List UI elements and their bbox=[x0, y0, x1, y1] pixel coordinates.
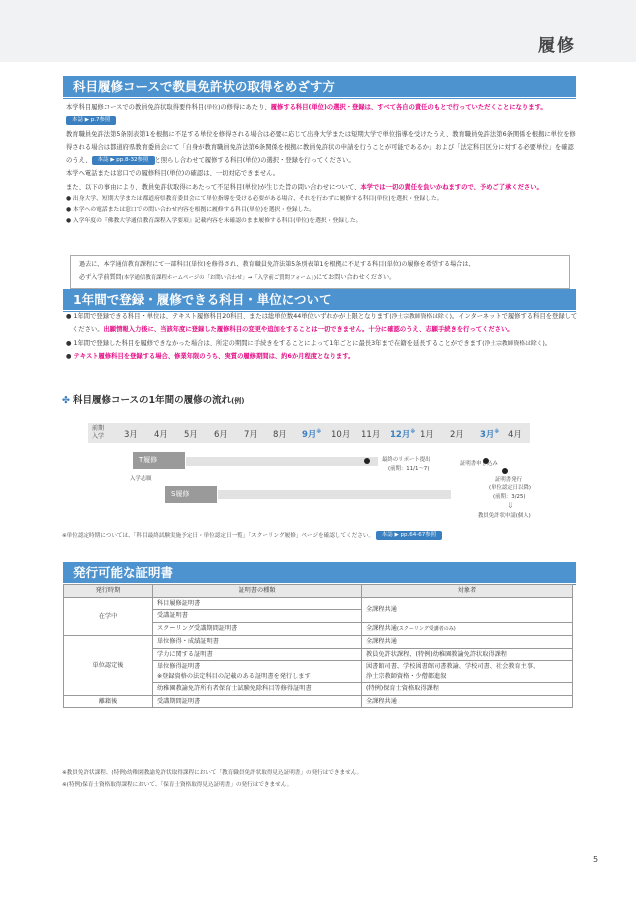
target-cell: 図書館司書、学校図書館司書教諭、学校司書、社会教育主事、 浄土宗教師資格・少僧都進叙 bbox=[362, 661, 573, 683]
t-course-track bbox=[186, 457, 378, 466]
cert-issue-label: 証明書発行 bbox=[495, 477, 522, 483]
column-header: 対象者 bbox=[362, 585, 573, 598]
section-heading-certificates: 発行可能な証明書 bbox=[63, 562, 576, 583]
timeline-month: 9月※ bbox=[302, 429, 322, 440]
timeline-month: 4月 bbox=[154, 430, 168, 440]
target-cell: 全課程共通 bbox=[362, 695, 573, 708]
bullet-item: ● テキスト履修科目を登録する場合、修業年限のうち、実質の履修期間は、約6か月程度となります。 bbox=[66, 352, 355, 360]
cert-issue-date-label: (前期：3/25) bbox=[493, 494, 526, 500]
timeline-month: 3月※ bbox=[480, 429, 500, 440]
month-star-mark: ※ bbox=[494, 429, 500, 436]
report-deadline-marker bbox=[364, 458, 370, 464]
section-heading-course: 科目履修コースで教員免許状の取得をめざす方 bbox=[63, 76, 576, 97]
paragraph-2: 教育職員免許法第5条別表第1を根拠に不足する単位を修得される場合は必要に応じて出身大学または短期大学で単位指導を受けたうえ、教育職員免許法第6条関係を根拠に単位を修得される場合は都道府県教育委員会にて「自身が教育職員免許法第6条関係を根拠に教員免許状の申請を行うことが可能であるか」および「法定科目区分に対する必要単位」を確認のうえ、 本誌 ▶ pp.8-32参照 と照らし合わせて履修する科目(単位)の選択・登録を行ってください。 bbox=[66, 130, 576, 165]
period-cell: 在学中 bbox=[64, 597, 153, 636]
target-cell: 全課程共通 bbox=[362, 636, 573, 649]
period-cell: 離籍後 bbox=[64, 695, 153, 708]
paragraph-3: 本学へ電話または窓口での履修科目(単位)の確認は、一切対応できません。 bbox=[66, 170, 280, 178]
reference-badge: 本誌 ▶ p.7参照 bbox=[66, 116, 116, 125]
t-course-label: T履修 bbox=[133, 452, 185, 469]
timeline-month: 1月 bbox=[420, 430, 434, 440]
cert-cell: 単位修得証明書 ※登録資格の法定科目の記載のある証明書を発行します bbox=[153, 661, 362, 683]
period-cell: 単位認定後 bbox=[64, 636, 153, 696]
cert-issue-marker bbox=[502, 468, 508, 474]
license-apply-label: 教員免許状申請(個人) bbox=[478, 513, 531, 519]
cert-cell: スクーリング受講期間証明書 bbox=[153, 622, 362, 636]
paragraph-1: 本学科目履修コースでの教員免許状取得要件科目(単位)の修得にあたり、履修する科目(単位)の選択・登録は、すべて各自の責任のもとで行っていただくことになります。 本誌 ▶ p.7参照 bbox=[66, 104, 547, 123]
s-course-track bbox=[218, 490, 451, 499]
notice-line-2: 必ず入学前質問(本学通信教育課程ホームページの「お問い合わせ」→「入学前ご質問フォーム」)にてお問い合わせください。 bbox=[79, 273, 396, 281]
table-header-row bbox=[64, 585, 573, 598]
bullet-item: ● 1年間で登録できる科目・単位は、テキスト履修科目20科目、または総単位数44単位いずれかが上限となります(浄土宗教師資格は除く)。インターネットで履修する科目を登録してください。出願情報入力後に、当該年度に登録した履修科目の変更や追加をすることは一切できません。十分に確認のうえ、志願手続きを行ってください。 bbox=[66, 313, 578, 334]
paragraph-4: また、以下の事由により、教員免許状取得にあたって不足科目(単位)が生じた旨の問い合わせについて、本学では一切の責任を負いかねますので、予めご了承ください。 bbox=[66, 183, 543, 191]
section2-body bbox=[66, 310, 578, 363]
section1-body bbox=[66, 101, 578, 227]
timeline-month: 11月 bbox=[361, 430, 381, 440]
cert-cell: 受講証明書 bbox=[153, 610, 362, 623]
month-star-mark: ※ bbox=[410, 429, 416, 436]
target-cell: 全課程共通 bbox=[362, 597, 573, 622]
timeline-month: 8月 bbox=[273, 430, 287, 440]
table-row bbox=[64, 695, 573, 708]
column-header: 証明書の種類 bbox=[153, 585, 362, 598]
entry-label: 入学志願 bbox=[130, 476, 152, 482]
table-note-2: ※(特例)保育士資格取得課程において、「保育士資格取得見込証明書」の発行はできません。 bbox=[62, 782, 293, 788]
cert-issue-sub-label: (単位認定日以降) bbox=[489, 485, 531, 491]
timeline-month: 6月 bbox=[214, 430, 228, 440]
arrow-down-icon: ⇓ bbox=[507, 501, 514, 510]
notice-box bbox=[70, 255, 570, 289]
report-label: 最終のリポート提出 bbox=[382, 457, 431, 463]
reference-badge: 本誌 ▶ pp.8-32参照 bbox=[92, 156, 155, 165]
bullet-item: ● 1年間で登録した科目を履修できなかった場合は、所定の期間に手続きをすることによって1年ごとに最長3年まで在籍を延長することができます(浄土宗教師資格は除く)。 bbox=[66, 339, 552, 347]
bullet-item: ● 本学への電話または窓口での問い合わせ内容を根拠に履修する科目(単位)を選択・登録した。 bbox=[66, 207, 316, 214]
table-row bbox=[64, 597, 573, 610]
timeline-month: 2月 bbox=[450, 430, 464, 440]
cert-cell: 科目履修証明書 bbox=[153, 597, 362, 610]
notice-line-1: 過去に、本学通信教育課程にて一部科目(単位)を修得され、教育職員免許法第5条別表第1を根拠に不足する科目(単位)の履修を希望する場合は、 bbox=[79, 261, 475, 268]
flow-icon: ✤ bbox=[62, 395, 70, 406]
cert-cell: 幼稚園教諭免許所有者保育士試験免除科目等修得証明書 bbox=[153, 683, 362, 696]
reference-badge: 本誌 ▶ pp.64-67参照 bbox=[376, 531, 442, 540]
flow-note: ※単位認定時期については、「科目最終試験実施予定日・単位認定日一覧」「スクーリング履修」ページを確認してください。 本誌 ▶ pp.64-67参照 bbox=[62, 531, 442, 541]
timeline-month: 7月 bbox=[244, 430, 258, 440]
report-sub-label: (前期：11/1〜7) bbox=[388, 466, 430, 472]
target-cell: (特例)保育士資格取得課程 bbox=[362, 683, 573, 696]
timeline-month: 4月 bbox=[508, 430, 522, 440]
column-header: 発行時期 bbox=[64, 585, 153, 598]
bullet-item: ● 入学年度の『佛教大学通信教育課程入学要項』記載内容を未確認のまま履修する科目(単位)を選択・登録した。 bbox=[66, 218, 362, 225]
page-title: 履修 bbox=[538, 36, 576, 56]
flow-title: ✤ 科目履修コースの1年間の履修の流れ(例) bbox=[62, 395, 245, 406]
timeline-month: 12月※ bbox=[390, 429, 416, 440]
cert-cell: 単位修得・成績証明書 bbox=[153, 636, 362, 649]
timeline-month: 5月 bbox=[184, 430, 198, 440]
page-number: 5 bbox=[593, 855, 599, 864]
timeline-month: 10月 bbox=[331, 430, 351, 440]
cert-cell: 受講期間証明書 bbox=[153, 695, 362, 708]
month-star-mark: ※ bbox=[316, 429, 322, 436]
certificate-table bbox=[63, 584, 573, 708]
enroll-term-label: 前期 入学 bbox=[92, 425, 105, 440]
table-note-1: ※教員免許状課程、(特例)幼稚園教諭免許状取得課程において「教育職員免許状取得見込証明書」の発行はできません。 bbox=[62, 770, 363, 776]
target-cell: 教員免許状課程、(特例)幼稚園教諭免許状取得課程 bbox=[362, 648, 573, 661]
bullet-item: ● 出身大学、短期大学または都道府県教育委員会にて単位指導を受ける必要がある場合、それを行わずに履修する科目(単位)を選択・登録した。 bbox=[66, 196, 443, 203]
cert-cell: 学力に関する証明書 bbox=[153, 648, 362, 661]
table-row bbox=[64, 636, 573, 649]
timeline-month: 3月 bbox=[124, 430, 138, 440]
target-cell: 全課程共通(スクーリング受講者のみ) bbox=[362, 622, 573, 636]
section-heading-annual-limit: 1年間で登録・履修できる科目・単位について bbox=[63, 289, 576, 310]
cert-apply-label: 証明書申し込み bbox=[460, 461, 498, 467]
s-course-label: S履修 bbox=[165, 486, 217, 503]
